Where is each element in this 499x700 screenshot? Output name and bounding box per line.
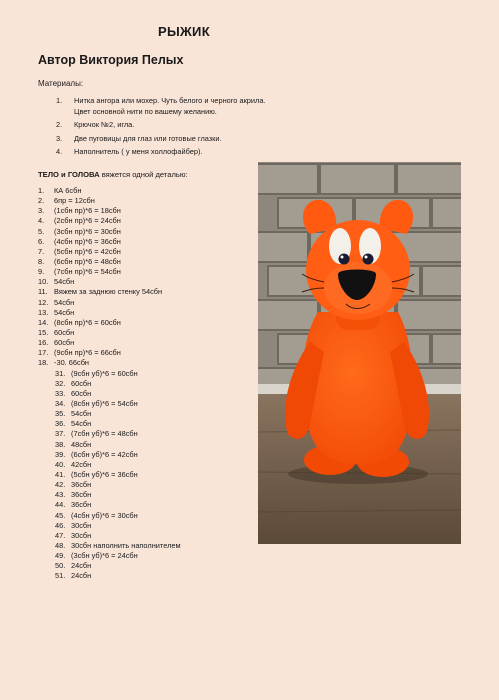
row-number: 51. bbox=[55, 571, 66, 581]
pattern-row bbox=[38, 419, 258, 429]
section-title: ТЕЛО и ГОЛОВА вяжется одной деталью: bbox=[38, 170, 188, 179]
row-text: 54сбн bbox=[71, 409, 92, 419]
materials-label: Материалы: bbox=[38, 79, 84, 88]
row-text: 42сбн bbox=[71, 459, 92, 469]
pattern-row bbox=[38, 216, 258, 226]
row-text: -30. 66сбн bbox=[54, 358, 90, 368]
pattern-row bbox=[38, 338, 258, 348]
pattern-row bbox=[38, 409, 258, 419]
pattern-row bbox=[38, 490, 258, 500]
materials-item: 2. Крючок №2, игла. bbox=[56, 120, 135, 129]
pattern-row bbox=[38, 227, 258, 237]
row-number: 10. bbox=[38, 277, 49, 287]
pattern-row bbox=[38, 186, 258, 196]
row-text: 36сбн bbox=[71, 490, 92, 500]
row-text: 54сбн bbox=[54, 297, 75, 307]
pattern-row bbox=[38, 450, 258, 460]
materials-item: 1. Нитка ангора или мохер. Чуть белого и черного акрила. bbox=[56, 96, 266, 105]
pattern-row bbox=[38, 541, 258, 551]
pattern-row bbox=[38, 470, 258, 480]
row-number: 41. bbox=[55, 469, 66, 479]
row-text: (5сбн уб)*6 = 36сбн bbox=[71, 469, 138, 479]
row-number: 40. bbox=[55, 459, 66, 469]
row-text: 60сбн bbox=[54, 327, 75, 337]
pattern-row bbox=[38, 277, 258, 287]
row-text: (7сбн пр)*6 = 54сбн bbox=[54, 267, 121, 277]
row-text: 54сбн bbox=[54, 277, 75, 287]
row-number: 14. bbox=[38, 317, 49, 327]
row-number: 35. bbox=[55, 409, 66, 419]
author-heading: Автор Виктория Пелых bbox=[38, 53, 184, 67]
pattern-row bbox=[38, 298, 258, 308]
row-number: 7. bbox=[38, 246, 45, 256]
row-number: 38. bbox=[55, 439, 66, 449]
row-text: 30сбн bbox=[71, 530, 92, 540]
row-number: 44. bbox=[55, 500, 66, 510]
pattern-row bbox=[38, 531, 258, 541]
row-text: (6сбн уб)*6 = 42сбн bbox=[71, 449, 138, 459]
pattern-row bbox=[38, 561, 258, 571]
row-number: 6. bbox=[38, 236, 45, 246]
pattern-row bbox=[38, 460, 258, 470]
row-number: 12. bbox=[38, 297, 49, 307]
row-text: 54сбн bbox=[71, 419, 92, 429]
row-number: 33. bbox=[55, 388, 66, 398]
row-number: 34. bbox=[55, 398, 66, 408]
toy-photo bbox=[258, 162, 461, 544]
pattern-row bbox=[38, 571, 258, 581]
row-number: 46. bbox=[55, 520, 66, 530]
pattern-row bbox=[38, 379, 258, 389]
pattern-row bbox=[38, 511, 258, 521]
row-number: 37. bbox=[55, 429, 66, 439]
row-number: 1. bbox=[38, 186, 45, 195]
pattern-row bbox=[38, 287, 258, 297]
materials-item: 3. Две пуговицы для глаз или готовые глазки. bbox=[56, 133, 222, 143]
materials-list bbox=[38, 96, 338, 158]
row-text: (7сбн уб)*6 = 48сбн bbox=[71, 429, 138, 439]
pattern-row bbox=[38, 206, 258, 216]
row-number: 5. bbox=[38, 226, 45, 236]
row-text: (4сбн пр)*6 = 36сбн bbox=[54, 236, 121, 246]
row-number: 9. bbox=[38, 267, 45, 277]
row-text: 60сбн bbox=[71, 388, 92, 398]
materials-item: Цвет основной нити по вашему желанию. bbox=[74, 106, 217, 116]
row-text: 30сбн наполнить наполнителем bbox=[71, 540, 181, 550]
row-number: 2. bbox=[38, 196, 45, 206]
row-number: 36. bbox=[55, 419, 66, 429]
row-number: 42. bbox=[55, 480, 66, 490]
row-text: 48сбн bbox=[71, 439, 92, 449]
row-text: 36сбн bbox=[71, 480, 92, 490]
pattern-row bbox=[38, 551, 258, 561]
pattern-row bbox=[38, 237, 258, 247]
row-text: (3сбн уб)*6 = 24сбн bbox=[71, 551, 138, 561]
row-text: (9сбн уб)*6 = 60сбн bbox=[71, 368, 138, 378]
row-text: 24сбн bbox=[71, 561, 92, 571]
row-number: 48. bbox=[55, 540, 66, 550]
row-number: 4. bbox=[38, 216, 45, 226]
pattern-row bbox=[38, 328, 258, 338]
row-text: КА 6сбн bbox=[54, 186, 82, 195]
row-number: 50. bbox=[55, 561, 66, 571]
pattern-row bbox=[38, 358, 258, 368]
pattern-row bbox=[38, 480, 258, 490]
row-number: 8. bbox=[38, 256, 45, 266]
row-text: (8сбн уб)*6 = 54сбн bbox=[71, 398, 138, 408]
document-title: РЫЖИК bbox=[158, 24, 210, 39]
pattern-row bbox=[38, 369, 258, 379]
row-number: 16. bbox=[38, 338, 49, 348]
row-text: (4сбн уб)*6 = 30сбн bbox=[71, 510, 138, 520]
row-text: 6пр = 12сбн bbox=[54, 196, 95, 206]
row-number: 45. bbox=[55, 510, 66, 520]
row-text: (8сбн пр)*6 = 60сбн bbox=[54, 317, 121, 327]
row-text: 36сбн bbox=[71, 500, 92, 510]
pattern-rows-list bbox=[38, 186, 258, 581]
row-text: (6сбн пр)*6 = 48сбн bbox=[54, 256, 121, 266]
row-number: 43. bbox=[55, 490, 66, 500]
pattern-row bbox=[38, 521, 258, 531]
row-number: 39. bbox=[55, 449, 66, 459]
pattern-row bbox=[38, 389, 258, 399]
row-number: 47. bbox=[55, 530, 66, 540]
row-number: 3. bbox=[38, 206, 45, 216]
pattern-row bbox=[38, 267, 258, 277]
pattern-row bbox=[38, 429, 258, 439]
row-text: (5сбн пр)*6 = 42сбн bbox=[54, 246, 121, 256]
row-text: (2сбн пр)*6 = 24сбн bbox=[54, 216, 121, 226]
pattern-row bbox=[38, 500, 258, 510]
row-number: 17. bbox=[38, 348, 49, 358]
row-text: 24сбн bbox=[71, 571, 92, 581]
row-number: 18. bbox=[38, 358, 49, 368]
row-text: (9сбн пр)*6 = 66сбн bbox=[54, 348, 121, 358]
pattern-row bbox=[38, 308, 258, 318]
pattern-row bbox=[38, 348, 258, 358]
pattern-row bbox=[38, 318, 258, 328]
pattern-row bbox=[38, 196, 258, 206]
row-number: 49. bbox=[55, 551, 66, 561]
row-text: 30сбн bbox=[71, 520, 92, 530]
row-text: 54сбн bbox=[54, 307, 75, 317]
pattern-row bbox=[38, 440, 258, 450]
pattern-row bbox=[38, 257, 258, 267]
materials-item: 4. Наполнитель ( у меня холлофайбер). bbox=[56, 147, 203, 156]
row-text: Вяжем за заднюю стенку 54сбн bbox=[54, 287, 163, 297]
row-text: (1сбн пр)*6 = 18сбн bbox=[54, 206, 121, 216]
row-text: 60сбн bbox=[71, 378, 92, 388]
row-number: 31. bbox=[55, 368, 66, 378]
row-text: 60сбн bbox=[54, 338, 75, 348]
pattern-row bbox=[38, 399, 258, 409]
row-text: (3сбн пр)*6 = 30сбн bbox=[54, 226, 121, 236]
pattern-row bbox=[38, 247, 258, 257]
row-number: 15. bbox=[38, 327, 49, 337]
row-number: 13. bbox=[38, 307, 49, 317]
row-number: 11. bbox=[38, 287, 48, 297]
row-number: 32. bbox=[55, 378, 66, 388]
